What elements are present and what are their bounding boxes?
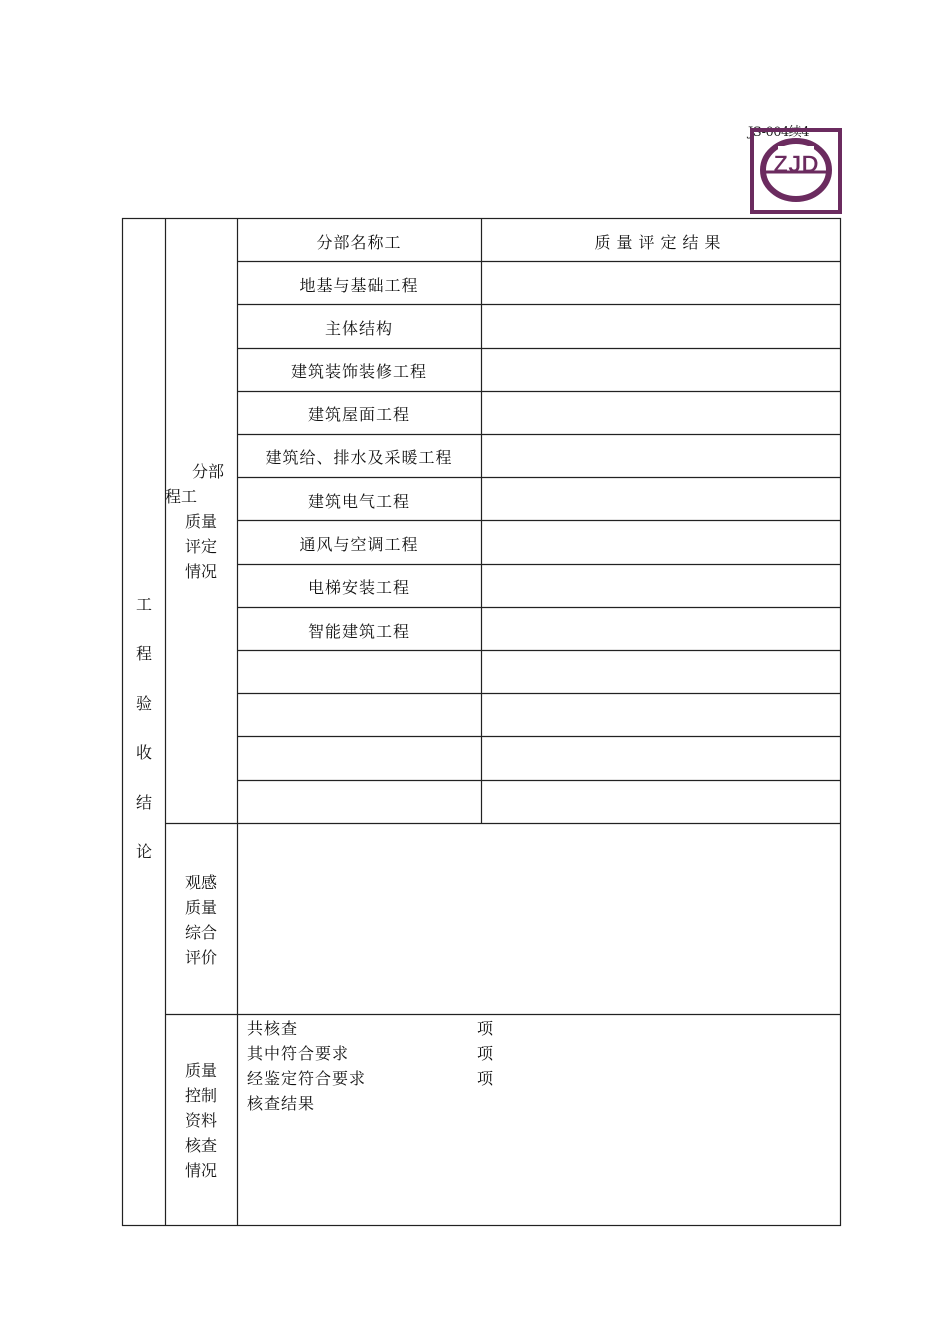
quality-control-docs-label: 质量 控制 资料 核查 情况 — [184, 1061, 217, 1180]
qc-total-checked: 共核查 — [247, 1019, 299, 1038]
row-name-foundation: 地基与基础工程 — [299, 276, 419, 295]
acceptance-conclusion-label: 工 程 验 收 结 论 — [135, 595, 152, 861]
qc-appraised: 经鉴定符合要求 — [247, 1069, 367, 1088]
header-quality-result: 质量评定结果 — [594, 233, 727, 252]
qc-conforming-unit: 项 — [477, 1044, 494, 1063]
row-name-elevator: 电梯安装工程 — [307, 578, 410, 597]
svg-text:ZJD: ZJD — [773, 151, 819, 178]
header-subdivision-name: 分部名称工 — [316, 233, 402, 252]
form-code: JS-004续4 — [748, 125, 810, 140]
qc-appraised-unit: 项 — [477, 1069, 494, 1088]
appearance-quality-label: 观感 质量 综合 评价 — [184, 873, 217, 967]
row-name-intelligent: 智能建筑工程 — [307, 622, 410, 641]
qc-result: 核查结果 — [247, 1094, 316, 1113]
row-name-main-structure: 主体结构 — [324, 319, 393, 338]
qc-conforming: 其中符合要求 — [247, 1044, 350, 1063]
company-logo — [750, 128, 842, 214]
qc-total-unit: 项 — [477, 1019, 494, 1038]
row-name-roofing: 建筑屋面工程 — [307, 405, 410, 424]
row-name-electrical: 建筑电气工程 — [307, 492, 410, 511]
row-name-hvac: 通风与空调工程 — [299, 535, 419, 554]
subdivision-quality-label: 分部 程工 质量 评定 情况 — [165, 462, 224, 581]
row-name-plumbing: 建筑给、排水及采暖工程 — [265, 448, 453, 467]
row-name-decoration: 建筑装饰装修工程 — [290, 362, 427, 381]
